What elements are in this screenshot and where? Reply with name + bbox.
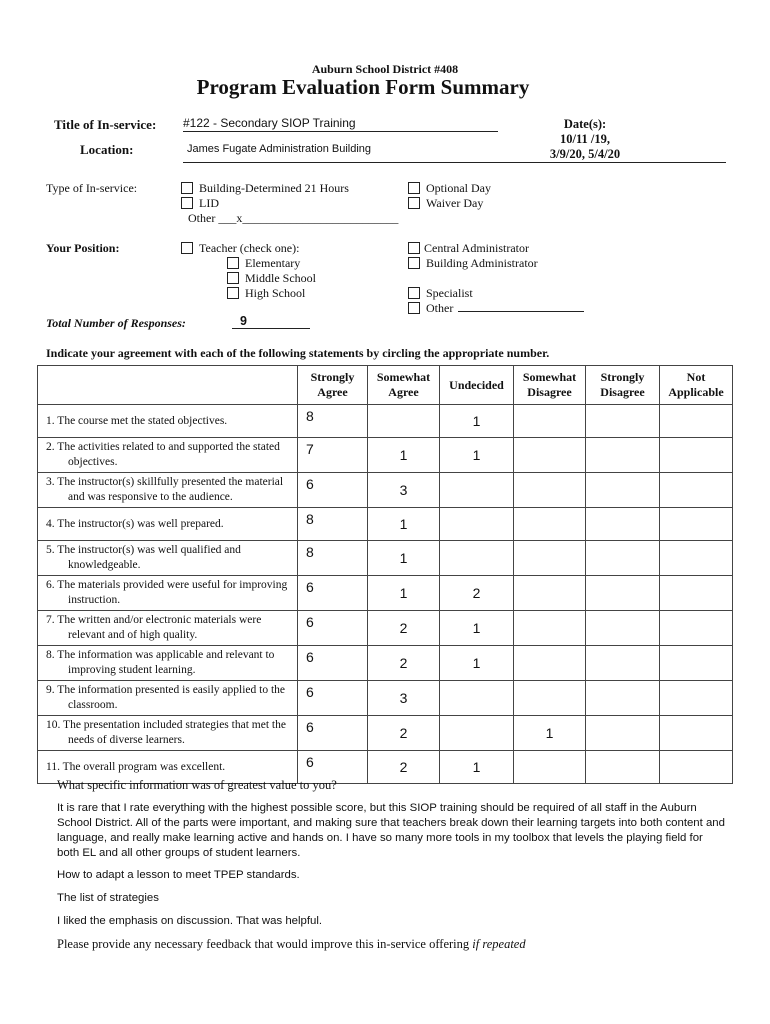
cell-not-applicable	[660, 508, 733, 541]
cell-strongly-disagree	[586, 751, 660, 784]
cell-undecided	[440, 541, 514, 576]
table-row	[38, 681, 733, 716]
responses-value: 9	[240, 314, 247, 328]
responses-field[interactable]	[232, 314, 310, 329]
evaluation-table	[37, 365, 733, 784]
table-row	[38, 541, 733, 576]
location-underline	[183, 162, 726, 163]
position-teacher-group	[181, 241, 316, 301]
header-undecided: Undecided	[440, 366, 514, 405]
table-header-row	[38, 366, 733, 405]
header-somewhat-agree: Somewhat Agree	[368, 366, 440, 405]
position-label: Your Position:	[46, 241, 120, 255]
position-building-admin[interactable]: Building Administrator	[408, 256, 584, 271]
cell-somewhat-agree: 3	[368, 681, 440, 716]
cell-not-applicable	[660, 576, 733, 611]
table-body	[38, 405, 733, 784]
cell-strongly-disagree	[586, 405, 660, 438]
statement-cell: 9. The information presented is easily applied to the classroom.	[38, 681, 298, 716]
answer-4: I liked the emphasis on discussion. That was helpful.	[57, 915, 323, 927]
cell-somewhat-agree: 1	[368, 508, 440, 541]
cell-strongly-agree: 6	[298, 611, 368, 646]
table-row	[38, 611, 733, 646]
cell-strongly-disagree	[586, 611, 660, 646]
position-admin-group	[408, 241, 584, 316]
cell-strongly-agree: 6	[298, 716, 368, 751]
cell-somewhat-agree	[368, 405, 440, 438]
cell-somewhat-disagree	[514, 681, 586, 716]
dates-label: Date(s):	[563, 117, 607, 131]
cell-strongly-agree: 8	[298, 405, 368, 438]
cell-not-applicable	[660, 751, 733, 784]
type-options-left	[181, 181, 398, 226]
cell-undecided	[440, 473, 514, 508]
checkbox[interactable]	[408, 257, 420, 269]
checkbox[interactable]	[408, 287, 420, 299]
statement-cell: 7. The written and/or electronic materials were relevant and of high quality.	[38, 611, 298, 646]
type-option-waiver-day[interactable]: Waiver Day	[408, 196, 491, 211]
position-specialist[interactable]: Specialist	[408, 286, 584, 301]
cell-somewhat-disagree	[514, 541, 586, 576]
cell-somewhat-disagree	[514, 751, 586, 784]
table-row	[38, 576, 733, 611]
type-options-right	[408, 181, 491, 211]
type-other: Other ___x__________________________	[188, 211, 399, 225]
question-feedback: Please provide any necessary feedback that would improve this in-service offering if repeated	[57, 937, 526, 951]
cell-not-applicable	[660, 541, 733, 576]
cell-somewhat-disagree	[514, 405, 586, 438]
statement-cell: 11. The overall program was excellent.	[38, 751, 298, 784]
cell-strongly-agree: 6	[298, 681, 368, 716]
position-middle-school[interactable]: Middle School	[227, 271, 316, 286]
cell-somewhat-disagree	[514, 646, 586, 681]
cell-not-applicable	[660, 716, 733, 751]
cell-not-applicable	[660, 611, 733, 646]
statement-cell: 6. The materials provided were useful for improving instruction.	[38, 576, 298, 611]
cell-not-applicable	[660, 681, 733, 716]
statement-cell: 5. The instructor(s) was well qualified and knowledgeable.	[38, 541, 298, 576]
cell-undecided	[440, 508, 514, 541]
statement-cell: 2. The activities related to and supported the stated objectives.	[38, 438, 298, 473]
location-value: James Fugate Administration Building	[187, 143, 372, 155]
cell-somewhat-disagree	[514, 508, 586, 541]
checkbox[interactable]	[227, 257, 239, 269]
cell-somewhat-agree: 2	[368, 646, 440, 681]
position-teacher[interactable]: Teacher (check one):	[181, 241, 316, 256]
statement-cell: 8. The information was applicable and relevant to improving student learning.	[38, 646, 298, 681]
title-label: Title of In-service:	[54, 117, 157, 132]
title-field[interactable]	[183, 116, 498, 132]
cell-strongly-agree: 8	[298, 508, 368, 541]
header-strongly-disagree: Strongly Disagree	[586, 366, 660, 405]
other-underline	[458, 311, 584, 312]
cell-somewhat-agree: 1	[368, 438, 440, 473]
location-label: Location:	[80, 142, 134, 157]
cell-somewhat-agree: 2	[368, 751, 440, 784]
cell-not-applicable	[660, 473, 733, 508]
cell-strongly-disagree	[586, 716, 660, 751]
cell-strongly-disagree	[586, 576, 660, 611]
cell-somewhat-disagree	[514, 576, 586, 611]
cell-strongly-disagree	[586, 438, 660, 473]
type-option-lid[interactable]: LID	[181, 196, 398, 211]
type-option-21-hours[interactable]: Building-Determined 21 Hours	[181, 181, 398, 196]
responses-label: Total Number of Responses:	[46, 316, 186, 330]
cell-strongly-agree: 6	[298, 576, 368, 611]
dates-line-2: 3/9/20, 5/4/20	[549, 147, 621, 161]
type-label: Type of In-service:	[46, 181, 138, 195]
title-value: #122 - Secondary SIOP Training	[183, 116, 356, 130]
checkbox[interactable]	[408, 242, 420, 254]
table-row	[38, 646, 733, 681]
checkbox[interactable]	[227, 272, 239, 284]
cell-not-applicable	[660, 438, 733, 473]
checkbox[interactable]	[181, 197, 193, 209]
cell-somewhat-disagree: 1	[514, 716, 586, 751]
cell-strongly-disagree	[586, 681, 660, 716]
position-central-admin[interactable]: Central Administrator	[408, 241, 584, 256]
cell-strongly-agree: 7	[298, 438, 368, 473]
statement-cell: 10. The presentation included strategies that met the needs of diverse learners.	[38, 716, 298, 751]
cell-somewhat-agree: 1	[368, 576, 440, 611]
header-statement	[38, 366, 298, 405]
table-row	[38, 405, 733, 438]
cell-strongly-agree: 6	[298, 751, 368, 784]
cell-not-applicable	[660, 646, 733, 681]
page-title: Program Evaluation Form Summary	[196, 75, 530, 99]
dates-block	[470, 117, 700, 162]
cell-strongly-disagree	[586, 541, 660, 576]
cell-undecided	[440, 681, 514, 716]
cell-somewhat-agree: 2	[368, 716, 440, 751]
checkbox[interactable]	[408, 182, 420, 194]
cell-undecided: 1	[440, 611, 514, 646]
cell-somewhat-disagree	[514, 473, 586, 508]
cell-undecided: 1	[440, 751, 514, 784]
type-option-optional-day[interactable]: Optional Day	[408, 181, 491, 196]
checkbox[interactable]	[227, 287, 239, 299]
question-greatest-value: What specific information was of greatest value to you?	[57, 778, 337, 792]
table-row	[38, 473, 733, 508]
position-other[interactable]: Other	[408, 301, 584, 316]
cell-somewhat-disagree	[514, 438, 586, 473]
checkbox[interactable]	[408, 302, 420, 314]
position-elementary[interactable]: Elementary	[227, 256, 316, 271]
cell-strongly-agree: 6	[298, 646, 368, 681]
cell-strongly-agree: 8	[298, 541, 368, 576]
cell-undecided: 1	[440, 646, 514, 681]
spacer	[408, 271, 584, 286]
district-name: Auburn School District #408	[311, 62, 459, 76]
statement-cell: 1. The course met the stated objectives.	[38, 405, 298, 438]
table-row	[38, 438, 733, 473]
header-strongly-agree: Strongly Agree	[298, 366, 368, 405]
cell-undecided: 1	[440, 405, 514, 438]
header-not-applicable: Not Applicable	[660, 366, 733, 405]
cell-strongly-agree: 6	[298, 473, 368, 508]
table-row	[38, 508, 733, 541]
cell-undecided: 1	[440, 438, 514, 473]
cell-somewhat-disagree	[514, 611, 586, 646]
cell-strongly-disagree	[586, 508, 660, 541]
cell-undecided: 2	[440, 576, 514, 611]
header-somewhat-disagree: Somewhat Disagree	[514, 366, 586, 405]
table-row	[38, 716, 733, 751]
instructions: Indicate your agreement with each of the following statements by circling the appropriate number.	[46, 346, 550, 360]
position-high-school[interactable]: High School	[227, 286, 316, 301]
cell-strongly-disagree	[586, 646, 660, 681]
statement-cell: 3. The instructor(s) skillfully presented the material and was responsive to the audience.	[38, 473, 298, 508]
answer-3: The list of strategies	[57, 892, 159, 904]
statement-cell: 4. The instructor(s) was well prepared.	[38, 508, 298, 541]
cell-somewhat-agree: 1	[368, 541, 440, 576]
dates-line-1: 10/11 /19,	[559, 132, 610, 146]
checkbox[interactable]	[181, 242, 193, 254]
cell-undecided	[440, 716, 514, 751]
cell-strongly-disagree	[586, 473, 660, 508]
answer-1: It is rare that I rate everything with the highest possible score, but this SIOP training should be required of all staff in the Auburn School District. All of the parts were important, and making sure that teachers break down their learning targets into both content and language, and really make learning active and hands on. I have so many more tools in my toolbox that levels the playing field for both EL and all other groups of student learners.	[57, 802, 725, 859]
cell-somewhat-agree: 2	[368, 611, 440, 646]
checkbox[interactable]	[181, 182, 193, 194]
cell-somewhat-agree: 3	[368, 473, 440, 508]
cell-not-applicable	[660, 405, 733, 438]
answer-2: How to adapt a lesson to meet TPEP standards.	[57, 869, 300, 881]
checkbox[interactable]	[408, 197, 420, 209]
